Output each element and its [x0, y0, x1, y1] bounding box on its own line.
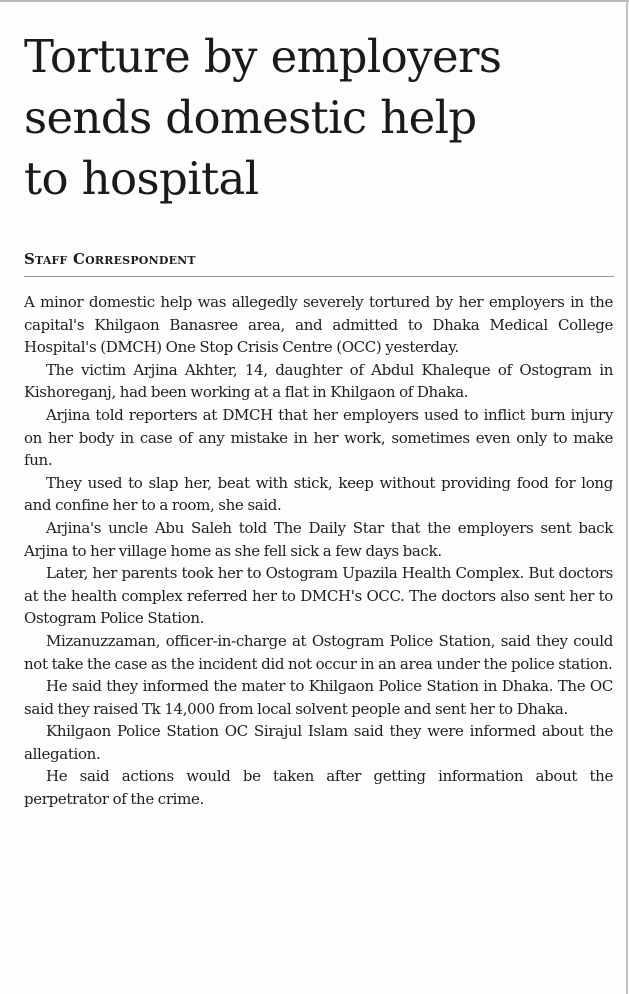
- headline-line-2: sends domestic help: [24, 91, 477, 144]
- article-paragraph: Khilgaon Police Station OC Sirajul Islam said they were informed about the allegation.: [24, 722, 613, 763]
- article-paragraph: Mizanuzzaman, officer-in-charge at Ostogram Police Station, said they could not take the case as the incident did not occur in an area under the police station.: [24, 631, 613, 673]
- headline: [24, 26, 624, 209]
- article-paragraph: The victim Arjina Akhter, 14, daughter of Abdul Khaleque of Ostogram in Kishoreganj, had been working at a flat in Khilgaon of Dhaka.: [24, 360, 613, 402]
- article-paragraph: A minor domestic help was allegedly severely tortured by her employers in the capital's Khilgaon Banasree area, and admitted to Dhaka Medical College Hospital's (DMCH) One Stop Crisis Centre (OCC) yesterday.: [24, 293, 613, 357]
- top-border: [0, 0, 629, 2]
- right-border: [626, 0, 628, 994]
- article-paragraph: He said actions would be taken after getting information about the perpetrator of the crime.: [24, 767, 613, 809]
- article-paragraph: Arjina told reporters at DMCH that her employers used to inflict burn injury on her body in case of any mistake in her work, sometimes even only to make fun.: [24, 405, 613, 470]
- byline-divider: [24, 276, 614, 277]
- article-paragraph: Later, her parents took her to Ostogram Upazila Health Complex. But doctors at the health complex referred her to DMCH's OCC. The doctors also sent her to Ostogram Police Station.: [24, 564, 613, 628]
- headline-line-3: to hospital: [24, 152, 259, 205]
- article-paragraph: Arjina's uncle Abu Saleh told The Daily Star that the employers sent back Arjina to her village home as she fell sick a few days back.: [24, 518, 613, 560]
- headline-line-1: Torture by employers: [24, 30, 502, 83]
- article-paragraph: They used to slap her, beat with stick, keep without providing food for long and confine her to a room, she said.: [24, 473, 613, 515]
- article-paragraph: He said they informed the mater to Khilgaon Police Station in Dhaka. The OC said they raised Tk 14,000 from local solvent people and sent her to Dhaka.: [24, 677, 613, 718]
- article-body: [24, 291, 613, 811]
- byline: Staff Correspondent: [24, 250, 196, 268]
